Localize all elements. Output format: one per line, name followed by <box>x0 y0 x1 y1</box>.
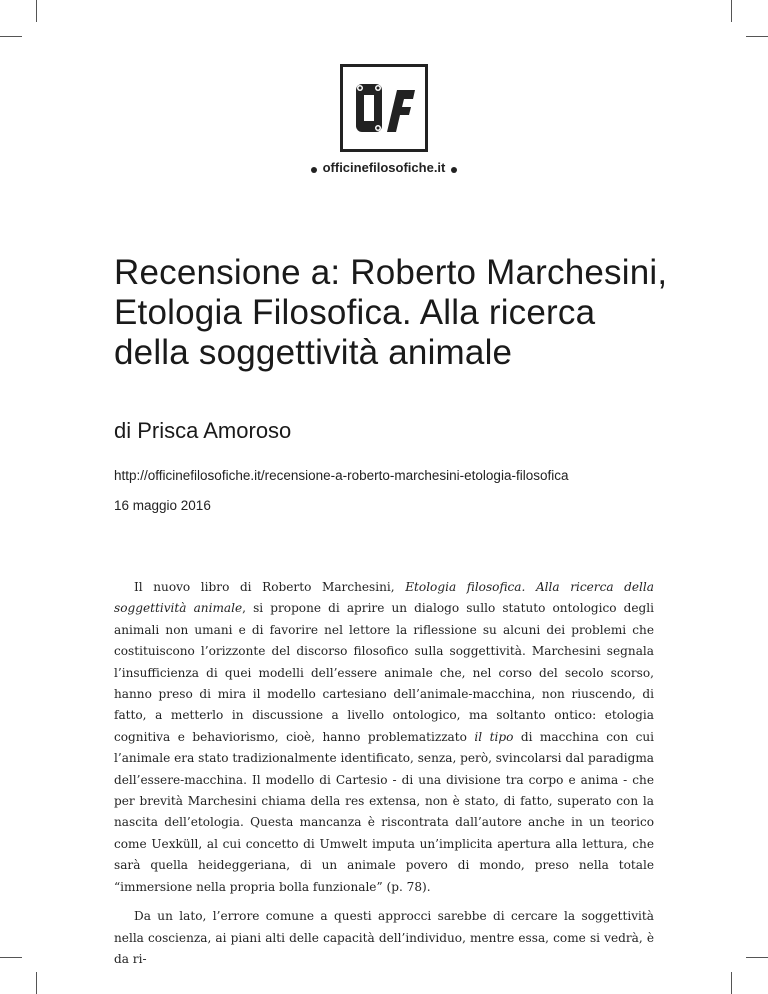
crop-mark-top-right <box>731 0 732 22</box>
paragraph-1 <box>114 577 654 898</box>
article-date: 16 maggio 2016 <box>114 498 211 513</box>
paragraph-2: Da un lato, l’errore comune a questi approcci sarebbe di cercare la soggettività nella coscienza, ai piani alti delle capacità dell’individuo, mentre essa, come si vedrà, è da ri- <box>114 909 654 966</box>
site-name-text: officinefilosofiche.it <box>322 160 446 175</box>
article-title: Recensione a: Roberto Marchesini, Etologia Filosofica. Alla ricerca della soggettività animale <box>114 253 668 372</box>
book-title: Etologia filosofica. Alla ricerca della soggettività animale <box>114 580 654 616</box>
crop-mark-top-left <box>36 0 37 22</box>
article-body <box>114 577 654 978</box>
article-url[interactable]: http://officinefilosofiche.it/recensione-a-roberto-marchesini-etologia-filosofica <box>114 468 569 483</box>
bullet-dot-icon <box>311 167 317 173</box>
bullet-dot-icon <box>451 167 457 173</box>
crop-mark-bottom-left <box>36 972 37 994</box>
crop-mark-bottom-right <box>731 972 732 994</box>
crop-mark-top-left-h <box>0 36 22 37</box>
paragraph-text: , si propone di aprire un dialogo sullo statuto ontologico degli animali non umani e di favorire nel lettore la riflessione su alcuni dei problemi che costituiscono l’orizzonte del discorso filosofico sulla soggettività. Marchesini segnala l’insufficienza di quei modelli dell’essere animale che, nel corso del secolo scorso, hanno preso di mira il modello cartesiano dell’animale-macchina, non riuscendo, di fatto, a metterlo in discussione a livello ontologico, ma soltanto ontico: etologia cognitiva e behaviorismo, cioè, hanno problematizzato <box>114 601 654 744</box>
emphasis-text: il tipo <box>474 729 514 744</box>
site-name <box>0 160 768 175</box>
crop-mark-top-right-h <box>746 36 768 37</box>
crop-mark-bottom-left-h <box>0 957 22 958</box>
of-logo-icon <box>343 67 425 149</box>
paragraph-text: di macchina con cui l’animale era stato tradizionalmente identificato, senza, però, svincolarsi dal paradigma dell’essere-macchina. Il modello di Cartesio - di una divisione tra corpo e anima - che per brevità Marchesini chiama della res extensa, non è stato, di fatto, superato con la nascita dell’etologia. Questa mancanza è riscontrata dall’autore anche in un teorico come Uexküll, al cui concetto di Umwelt imputa un’implicita apertura alla lettura, che sarà quella heideggeriana, di un animale povero di mondo, preso nella totale “immersione nella propria bolla funzionale” (p. 78). <box>114 729 655 894</box>
site-logo <box>340 64 428 152</box>
crop-mark-bottom-right-h <box>746 957 768 958</box>
paragraph-text: Il nuovo libro di Roberto Marchesini, <box>134 580 406 594</box>
article-author: di Prisca Amoroso <box>114 418 292 443</box>
